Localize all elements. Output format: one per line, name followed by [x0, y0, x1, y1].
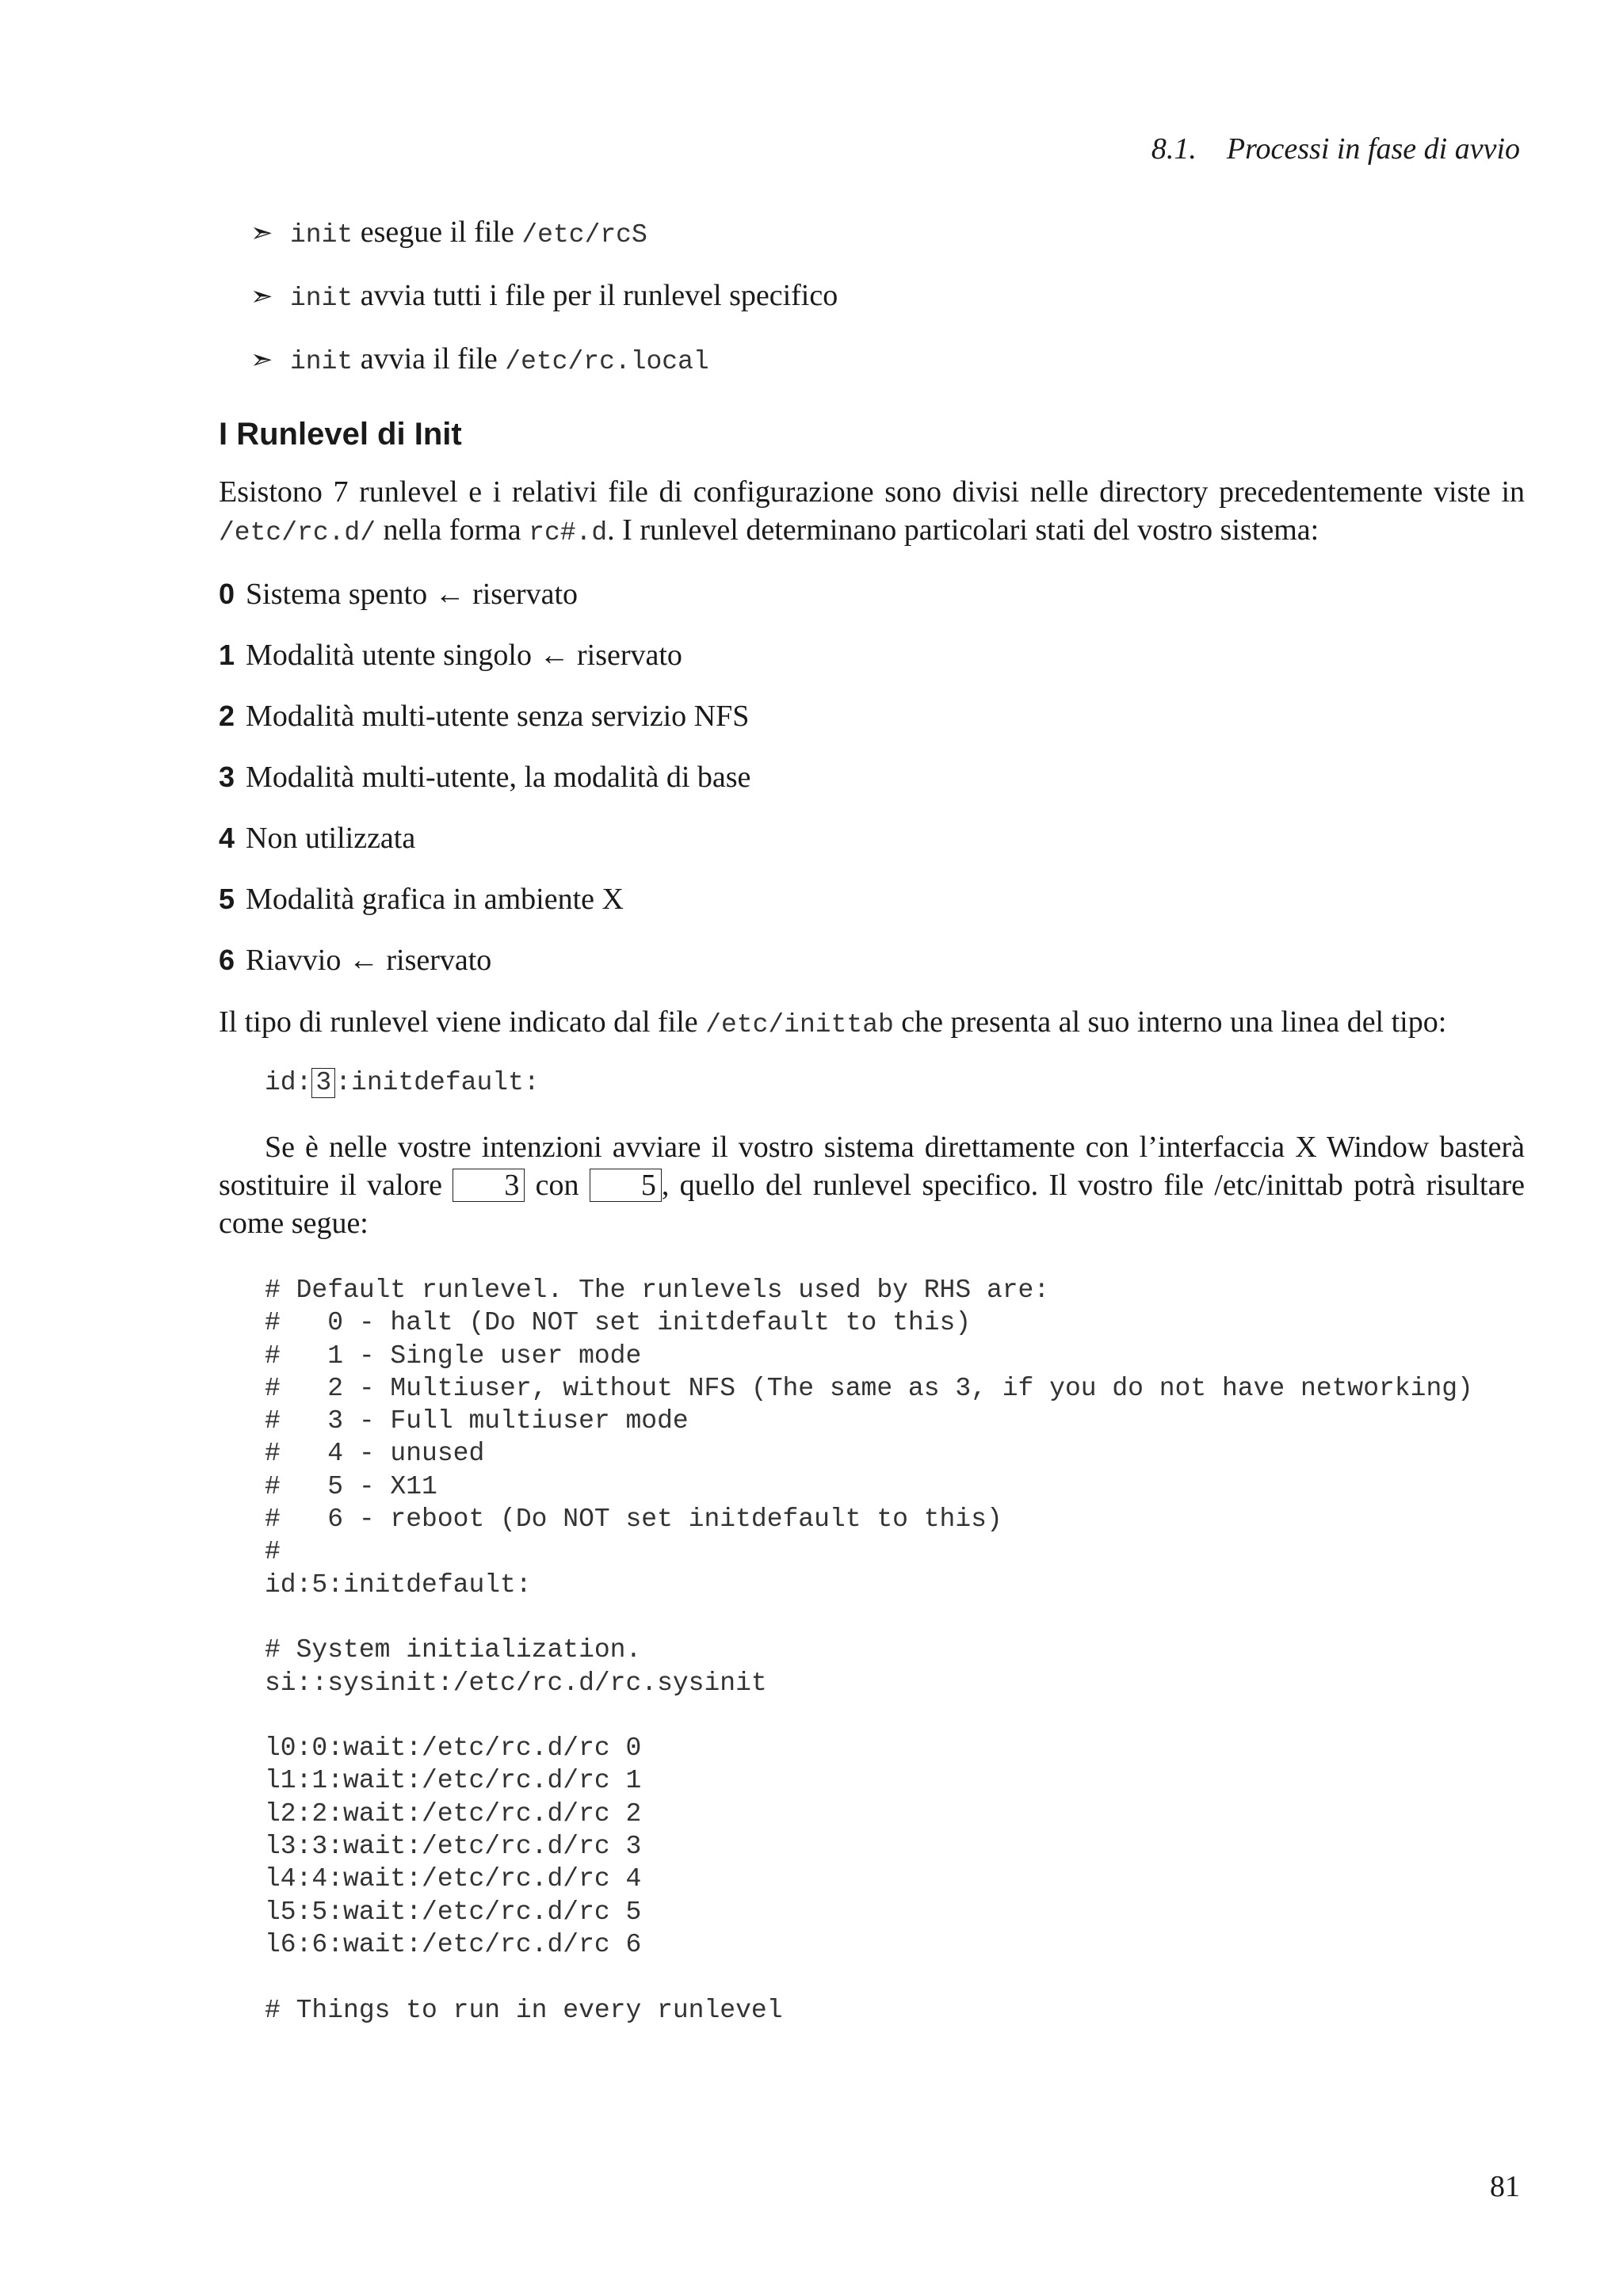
runlevel-description: Non utilizzata [246, 822, 416, 855]
inline-code: init [290, 347, 353, 376]
list-item-text: esegue il file [353, 215, 522, 249]
inittab-paragraph [219, 1003, 1525, 1044]
runlevel-number: 0 [219, 578, 235, 610]
arrow-bullet-icon: ➣ [250, 217, 273, 249]
runlevel-description: Modalità utente singolo ← riservato [246, 639, 682, 672]
inline-code: /etc/rc.local [505, 347, 709, 376]
inline-code: init [290, 284, 353, 313]
running-header [1151, 132, 1520, 166]
code-line: # 0 - halt (Do NOT set initdefault to this) [265, 1308, 972, 1338]
runlevel-description: Modalità multi-utente, la modalità di base [246, 761, 751, 794]
paragraph-text: Il tipo di runlevel viene indicato dal file [219, 1005, 706, 1039]
list-item [250, 341, 1525, 380]
change-paragraph [219, 1128, 1525, 1242]
inline-code: /etc/rc.d/ [219, 518, 376, 547]
paragraph-text: con [525, 1169, 590, 1202]
intro-paragraph [219, 473, 1525, 552]
inline-code: rc#.d [529, 518, 608, 547]
runlevel-number: 2 [219, 700, 235, 732]
inline-code: init [290, 220, 353, 250]
list-item [250, 277, 1525, 317]
header-section-number: 8.1. [1151, 132, 1197, 166]
runlevel-item [219, 637, 1525, 673]
runlevel-number: 6 [219, 944, 235, 976]
code-line: # 6 - reboot (Do NOT set initdefault to this) [265, 1505, 1002, 1535]
runlevel-description: Sistema spento ← riservato [246, 578, 579, 611]
runlevel-item [219, 576, 1525, 612]
code-text: id: [265, 1068, 312, 1097]
runlevel-item [219, 942, 1525, 978]
code-line [265, 1601, 1525, 1634]
runlevel-number: 1 [219, 639, 235, 671]
inline-code [838, 284, 854, 313]
code-line: # 4 - unused [265, 1439, 485, 1469]
code-line: # 5 - X11 [265, 1471, 437, 1501]
code-line: si::sysinit:/etc/rc.d/rc.sysinit [265, 1668, 767, 1698]
inline-code: /etc/rcS [521, 220, 647, 250]
runlevel-list [219, 576, 1525, 978]
list-item [250, 214, 1525, 254]
arrow-bullet-icon: ➣ [250, 280, 273, 312]
runlevel-description: Modalità multi-utente senza servizio NFS [246, 700, 750, 733]
code-text: :initdefault: [335, 1068, 540, 1097]
runlevel-number: 3 [219, 761, 235, 793]
paragraph-text: , quello del runlevel specifico. Il vostro file /etc/inittab potrà risultare come segue: [219, 1169, 1525, 1240]
list-item-text: avvia il file [353, 342, 506, 376]
code-line: # Things to run in every runlevel [265, 1995, 783, 2025]
code-line: l3:3:wait:/etc/rc.d/rc 3 [265, 1832, 642, 1862]
code-line: # 2 - Multiuser, without NFS (The same as 3, if you do not have networking) [265, 1373, 1473, 1403]
arrow-bullet-icon: ➣ [250, 344, 273, 376]
paragraph-text: . I runlevel determinano particolari stati del vostro sistema: [607, 513, 1319, 547]
initdefault-line [265, 1068, 1525, 1098]
code-line [265, 1699, 1525, 1732]
code-line: # Default runlevel. The runlevels used by RHS are: [265, 1276, 1050, 1305]
code-line: # [265, 1537, 281, 1567]
runlevel-number: 5 [219, 883, 235, 915]
boxed-value: 5 [590, 1169, 662, 1202]
runlevel-number: 4 [219, 822, 235, 854]
boxed-value: 3 [453, 1169, 525, 1202]
runlevel-item [219, 820, 1525, 856]
section-heading: I Runlevel di Init [219, 417, 462, 452]
runlevel-item [219, 759, 1525, 795]
list-item-text: avvia tutti i file per il runlevel specifico [353, 279, 838, 312]
code-line: l0:0:wait:/etc/rc.d/rc 0 [265, 1733, 642, 1764]
paragraph-text: nella forma [376, 513, 529, 547]
inline-code: /etc/inittab [705, 1010, 894, 1039]
runlevel-item [219, 881, 1525, 917]
paragraph-text: che presenta al suo interno una linea del tipo: [893, 1005, 1447, 1039]
code-line: l1:1:wait:/etc/rc.d/rc 1 [265, 1766, 642, 1796]
code-line: l2:2:wait:/etc/rc.d/rc 2 [265, 1798, 642, 1829]
code-line [265, 1961, 1525, 1993]
inittab-code-block [265, 1274, 1525, 2027]
code-line: l5:5:wait:/etc/rc.d/rc 5 [265, 1897, 642, 1927]
page-number: 81 [1490, 2170, 1520, 2203]
paragraph-text: Se è nelle vostre intenzioni avviare il vostro sistema direttamente con l’interfaccia X Window basterà sostituire il valore [219, 1131, 1525, 1202]
page-content [219, 214, 1525, 2027]
runlevel-item [219, 698, 1525, 734]
boxed-value: 3 [311, 1068, 335, 1098]
paragraph-text: Esistono 7 runlevel e i relativi file di configurazione sono divisi nelle directory precedentemente viste in [219, 475, 1525, 509]
code-line: # 1 - Single user mode [265, 1341, 642, 1371]
code-line: # 3 - Full multiuser mode [265, 1406, 689, 1436]
boot-steps-list [250, 214, 1525, 380]
code-line: # System initialization. [265, 1635, 642, 1665]
runlevel-description: Riavvio ← riservato [246, 944, 492, 977]
runlevel-description: Modalità grafica in ambiente X [246, 883, 624, 916]
code-line: l4:4:wait:/etc/rc.d/rc 4 [265, 1864, 642, 1894]
header-title: Processi in fase di avvio [1226, 132, 1520, 166]
code-line: id:5:initdefault: [265, 1569, 532, 1600]
code-line: l6:6:wait:/etc/rc.d/rc 6 [265, 1929, 642, 1959]
